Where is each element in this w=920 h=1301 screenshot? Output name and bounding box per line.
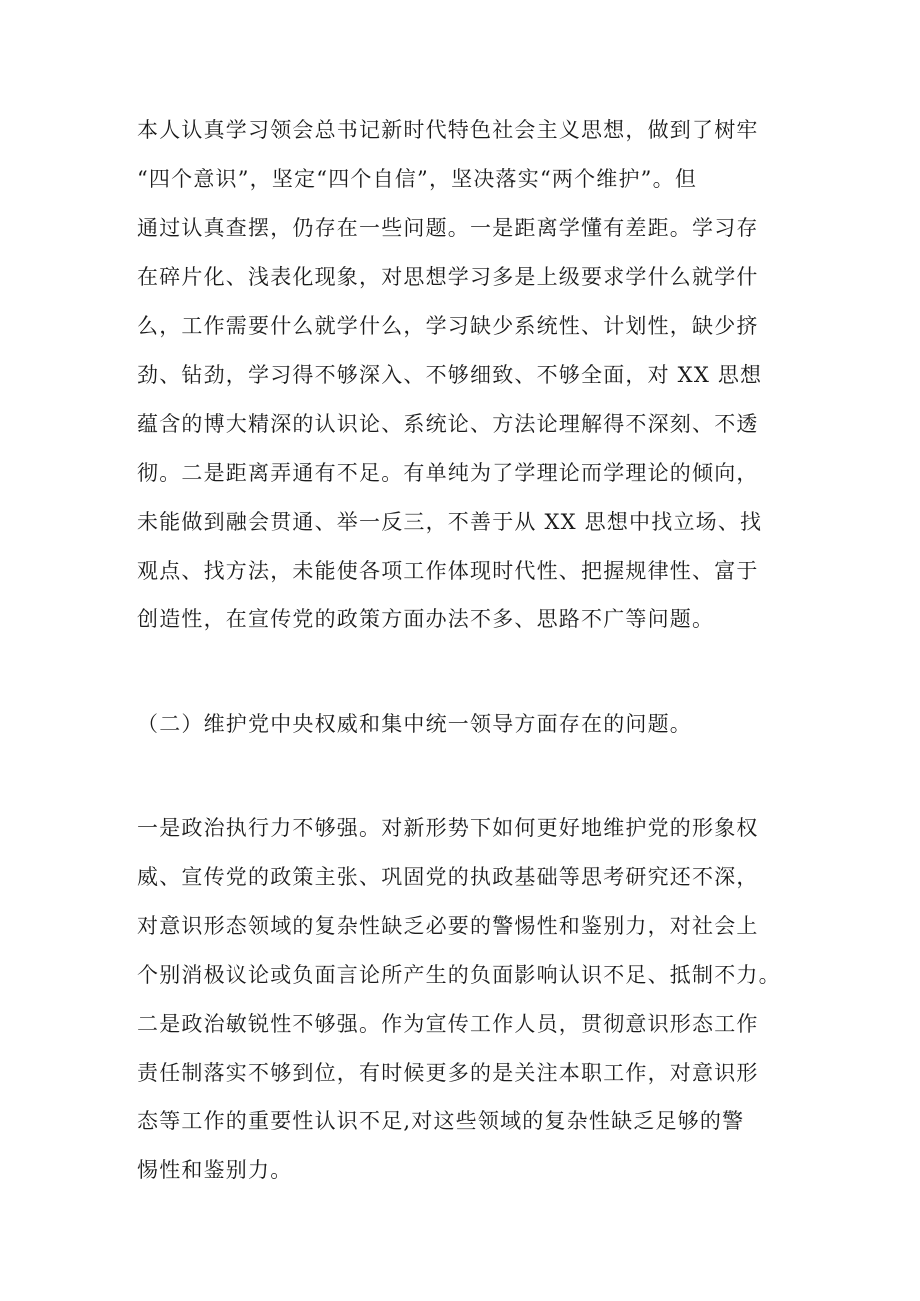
- paragraph-2-line: 态等工作的重要性认识不足,对这些领域的复杂性缺乏足够的警: [137, 1109, 745, 1133]
- paragraph-1-line: 观点、找方法，未能使各项工作体现时代性、把握规律性、富于: [137, 559, 759, 583]
- paragraph-1-line: 通过认真查摆，仍存在一些问题。一是距离学懂有差距。学习存: [137, 216, 759, 240]
- paragraph-2-line: 责任制落实不够到位，有时候更多的是关注本职工作，对意识形: [137, 1061, 759, 1085]
- paragraph-2-line: 威、宣传党的政策主张、巩固党的执政基础等思考研究还不深，: [137, 865, 759, 889]
- paragraph-1-line: 在碎片化、浅表化现象，对思想学习多是上级要求学什么就学什: [137, 265, 759, 289]
- paragraph-1-line: 蕴含的博大精深的认识论、系统论、方法论理解得不深刻、不透: [137, 412, 759, 436]
- paragraph-1-line: 本人认真学习领会总书记新时代特色社会主义思想，做到了树牢: [137, 118, 759, 142]
- paragraph-2-line: 个别消极议论或负面言论所产生的负面影响认识不足、抵制不力。: [137, 963, 781, 987]
- paragraph-1-line: 未能做到融会贯通、举一反三，不善于从 XX 思想中找立场、找: [137, 510, 763, 534]
- paragraph-1-line: “四个意识”，坚定“四个自信”，坚决落实“两个维护”。但: [137, 167, 698, 191]
- paragraph-2-line: 一是政治执行力不够强。对新形势下如何更好地维护党的形象权: [137, 816, 759, 840]
- paragraph-1-line: 么，工作需要什么就学什么，学习缺少系统性、计划性，缺少挤: [137, 314, 759, 338]
- paragraph-2-line: 对意识形态领域的复杂性缺乏必要的警惕性和鉴别力，对社会上: [137, 914, 759, 938]
- paragraph-1-line: 创造性，在宣传党的政策方面办法不多、思路不广等问题。: [137, 607, 715, 631]
- paragraph-2-line: 二是政治敏锐性不够强。作为宣传工作人员，贯彻意识形态工作: [137, 1012, 759, 1036]
- paragraph-1-line: 劲、钻劲，学习得不够深入、不够细致、不够全面，对 XX 思想: [137, 363, 763, 387]
- paragraph-2-line: 惕性和鉴别力。: [137, 1158, 293, 1182]
- section-heading: （二）维护党中央权威和集中统一领导方面存在的问题。: [137, 712, 692, 736]
- paragraph-1-line: 彻。二是距离弄通有不足。有单纯为了学理论而学理论的倾向，: [137, 461, 759, 485]
